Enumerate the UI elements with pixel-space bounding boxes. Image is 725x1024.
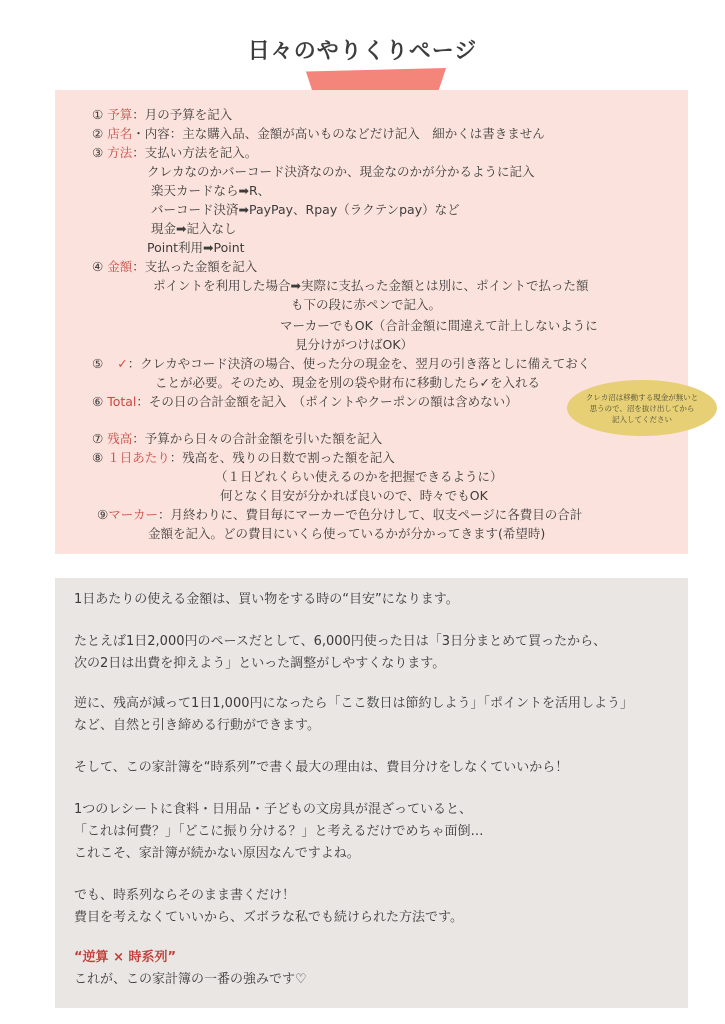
- rule-key: 残高: [107, 431, 133, 446]
- essay-paragraph: 費目を考えなくていいから、ズボラな私でも続けられた方法です。: [74, 910, 463, 925]
- essay-paragraph: たとえば1日2,000円のペースだとして、6,000円使った日は「3日分まとめて買ったから、: [74, 634, 607, 649]
- essay-paragraph: など、自然と引き締める行動ができます。: [74, 718, 320, 733]
- rule-4-detail: も下の段に赤ペンで記入。: [291, 297, 442, 312]
- speech-bubble: [567, 380, 717, 436]
- rule-number: ⑥: [92, 394, 104, 409]
- rule-text: ：月の予算を記入: [132, 107, 233, 122]
- essay-closing: これが、この家計簿の一番の強みです♡: [74, 972, 307, 987]
- essay-paragraph: これこそ、家計簿が続かない原因なんですよね。: [74, 846, 360, 861]
- rule-6: [92, 393, 518, 411]
- rule-number: ①: [92, 107, 104, 122]
- rule-8-detail: 何となく目安が分かれば良いので、時々でもOK: [220, 488, 488, 503]
- rule-key: Total: [107, 394, 137, 409]
- rule-key: マーカー: [108, 507, 158, 522]
- essay-paragraph: 次の2日は出費を抑えよう」といった調整がしやすくなります。: [74, 656, 446, 671]
- rule-text: ：月終わりに、費目毎にマーカーで色分けして、収支ページに各費目の合計: [157, 507, 583, 522]
- rule-number: ③: [92, 145, 104, 160]
- essay-highlight: “逆算 × 時系列”: [74, 950, 177, 965]
- rule-4-detail: 見分けがつけばOK）: [295, 337, 414, 352]
- rule-7: [92, 430, 382, 448]
- rule-4-detail: マーカーでもOK（合計金額に間違えて計上しないように: [280, 318, 598, 333]
- rule-text: ：クレカやコード決済の場合、使った分の現金を、翌月の引き落としに備えておく: [127, 356, 591, 371]
- essay-paragraph: でも、時系列ならそのまま書くだけ！: [74, 888, 296, 903]
- rule-3-detail: Point利用➡Point: [147, 240, 245, 255]
- rule-number: ④: [92, 259, 104, 274]
- rule-number: ⑧: [92, 450, 104, 465]
- rule-3-detail: 楽天カードなら➡R、: [151, 183, 271, 198]
- essay-paragraph: 1日あたりの使える金額は、買い物をする時の“目安”になります。: [74, 592, 459, 607]
- rule-8-detail: （１日どれくらい使えるのかを把握できるように）: [215, 469, 503, 484]
- rule-key: 予算: [107, 107, 133, 122]
- check-mark-icon: ✓: [117, 356, 128, 371]
- rule-key: 店名: [107, 126, 133, 141]
- rule-8: [92, 449, 395, 467]
- rule-4-detail: ポイントを利用した場合➡実際に支払った金額とは別に、ポイントで払った額: [153, 278, 589, 293]
- rule-2: [92, 125, 545, 143]
- essay-paragraph: 「これは何費？」「どこに振り分ける？」と考えるだけでめちゃ面倒…: [74, 824, 484, 839]
- rule-1: [92, 106, 232, 124]
- rule-text: ：その日の合計金額を記入 （ポイントやクーポンの額は含めない）: [136, 394, 518, 409]
- rules-box: [55, 90, 688, 554]
- rule-9-detail: 金額を記入。どの費目にいくら使っているかが分かってきます(希望時): [148, 526, 546, 541]
- rule-3-detail: バーコード決済➡PayPay、Rpay（ラクテンpay）など: [151, 202, 460, 217]
- rule-4: [92, 258, 257, 276]
- rule-3: [92, 144, 257, 162]
- essay-paragraph: 逆に、残高が減って1日1,000円になったら「ここ数日は節約しよう」「ポイントを活用しよう」: [74, 696, 633, 711]
- rule-3-detail: 現金➡記入なし: [151, 221, 237, 236]
- page-title: 日々のやりくりページ: [247, 39, 478, 64]
- rule-number: ⑦: [92, 431, 104, 446]
- rule-number: ⑤: [92, 356, 104, 371]
- rule-number: ②: [92, 126, 104, 141]
- essay-paragraph: 1つのレシートに食料・日用品・子どもの文房具が混ざっていると、: [74, 802, 472, 817]
- rule-text: ：支払い方法を記入。: [132, 145, 258, 160]
- rule-key: １日あたり: [107, 450, 170, 465]
- rule-9: [97, 506, 582, 524]
- rule-text: ・内容：主な購入品、金額が高いものなどだけ記入 細かくは書きません: [132, 126, 545, 141]
- rule-key: 金額: [107, 259, 133, 274]
- rule-number: ⑨: [97, 507, 109, 522]
- bubble-text: クレカ沼は移動する現金が無いと 思うので、沼を抜け出してから 記入してください: [585, 392, 699, 424]
- rule-5: [92, 355, 590, 373]
- rule-text: ：残高を、残りの日数で割った額を記入: [169, 450, 395, 465]
- rule-text: ：予算から日々の合計金額を引いた額を記入: [132, 431, 383, 446]
- rule-3-detail: クレカなのかバーコード決済なのか、現金なのかが分かるように記入: [147, 164, 535, 179]
- essay-paragraph: そして、この家計簿を“時系列”で書く最大の理由は、費目分けをしなくていいから！: [74, 760, 569, 775]
- rule-text: ：支払った金額を記入: [132, 259, 258, 274]
- rule-5-detail: ことが必要。そのため、現金を別の袋や財布に移動したら✓を入れる: [155, 375, 540, 390]
- rule-key: 方法: [107, 145, 133, 160]
